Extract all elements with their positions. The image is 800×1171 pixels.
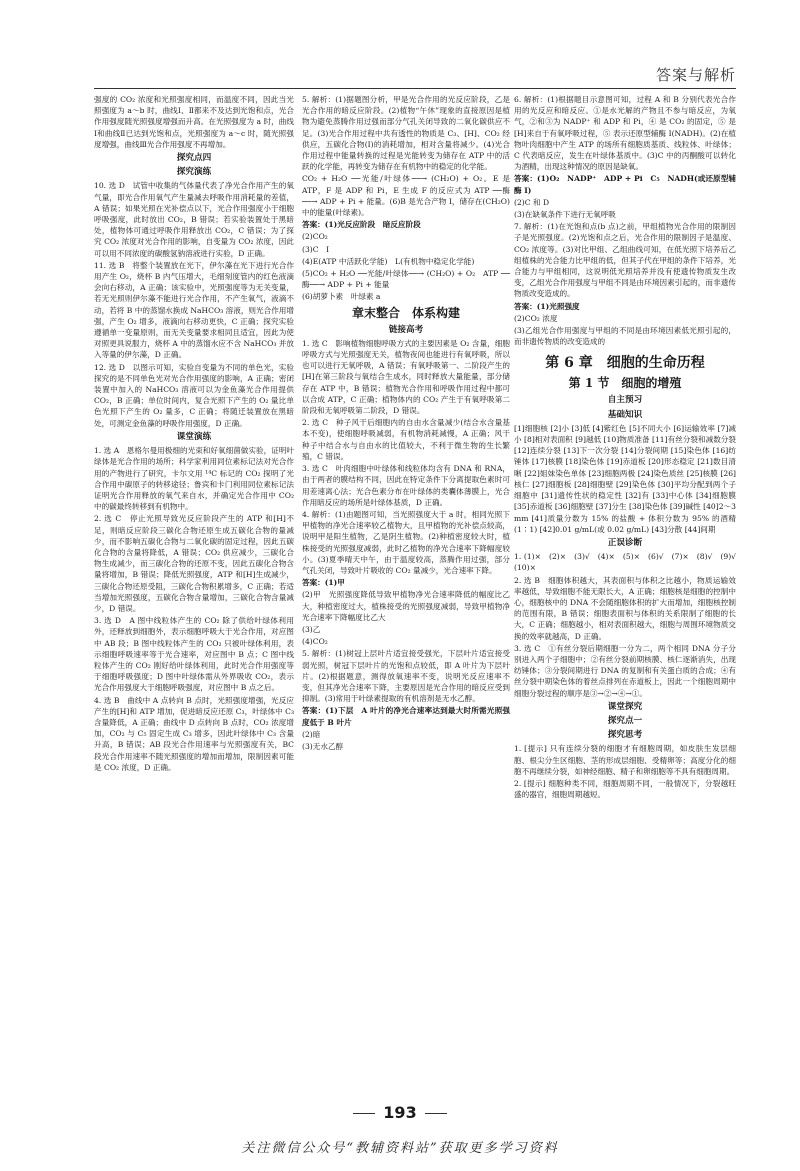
answer-line: 答案：(1)甲 [302,578,345,588]
section-heading: 探究点四 [176,153,212,164]
paragraph: 2. [提示] 细胞种类不同，细胞周期不同，一般情况下，分裂越旺盛的器官，细胞周期越短。 [514,778,736,800]
paragraph: 2. 选 C 种子风干后细胞内的自由水含量减少(结合水含量基本不变)，使细胞呼吸减弱，有机物消耗减慢，A 正确；风干种子中结合水与自由水的比值较大，不利于微生物的生长繁殖，C 错误。 [302,418,510,461]
paragraph: (4)E(ATP 中活跃化学能) L(有机物中稳定化学能) [302,256,475,266]
header-title: 答案与解析 [655,66,736,84]
paragraph: (2)CO₂ [302,232,328,242]
paragraph: 1. 选 A 恩格尔曼用极细的光束和好氧细菌做实验，证明叶绿体是光合作用的场所；科学家利用同位素标记法对光合作用的产物进行了研究，卡尔文用 ¹⁴C 标记的 CO₂ 探明了光合作用中碳原子的转移途径；鲁宾和卡门利用同位素标记法证明光合作用释放的氧气来自水，并确定光合作用中 CO₂ 中的碳最终转移到有机物中。 [94,446,294,512]
paragraph: [1]细胞核 [2]小 [3]低 [4]紫红色 [5]不同大小 [6]运输效率 [7]减小 [8]相对表面积 [9]越低 [10]物质准备 [11]有丝分裂和减数分裂 [12]连续分裂 [13]下一次分裂 [14]分裂间期 [15]染色体 [16]纺锤体 [17]核膜 [18]染色体 [19]赤道板 [20]形态稳定 [21]数目清晰 [22]姐妹染色单体 [23]细胞两极 [24]染色质丝 [25]核膜 [26]核仁 [27]细胞板 [28]细胞壁 [29]染色体 [30]平均分配到两个子细胞中 [31]遗传性状的稳定性 [32]有 [33]中心体 [34]细胞膜 [35]赤道板 [36]细胞壁 [37]分生 [38]染色体 [39]碱性 [40]2～3 mm [41]质量分数为 15% 的盐酸 + 体积分数为 95% 的酒精(1∶1) [42]0.01 g/mL(或 0.02 g/mL) [43]分散 [44]间期 [514,423,736,534]
paragraph: 3. 选 C 叶肉细胞中叶绿体和线粒体均含有 DNA 和 RNA，由于两者的膜结构不同，因此在特定条件下分离提取色素时可用差速离心法；光合色素分布在叶绿体的类囊体薄膜上，光合作用暗反应的场所是叶绿体基质，D 正确。 [302,464,510,507]
paragraph: 1. 选 C 影响植物细胞呼吸方式的主要因素是 O₂ 含量，细胞呼吸方式与光照强度无关，植物夜间也能进行有氧呼吸，所以也可以进行无氧呼吸，A 错误；有氧呼吸第一、二阶段产生的[H]在第三阶段与氧结合生成水，同时释放大量能量，部分储存在 ATP 中，B 错误；植物光合作用和呼吸作用过程中都可以合成 ATP，C 正确；植物体内的 CO₂ 产生于有氧呼吸第二阶段和无氧呼吸第二阶段，D 错误。 [302,338,510,416]
page-number-text: 193 [383,1103,417,1122]
section-heading: 课堂探究 [607,701,643,712]
paragraph: 3. 选 C ①有丝分裂后期细胞一分为二，两个相同 DNA 分子分别进入两个子细胞中；②有丝分裂前期核膜、核仁逐渐消失，出现纺锤体；③分裂间期进行 DNA 的复制和有关蛋白质的合成；④有丝分裂中期染色体的着丝点排列在赤道板上，因此一个细胞周期中细胞分裂过程的顺序是③→②→④→①。 [514,643,736,698]
section-heading: 链接高考 [388,324,424,335]
paragraph: 3. 选 D A 图中线粒体产生的 CO₂ 除了供给叶绿体利用外，还释放到细胞外，表示细胞呼吸大于光合作用，对应图中 AB 段；B 图中线粒体产生的 CO₂ 只被叶绿体利用，表示细胞呼吸速率等于光合速率，对应图中 B 点；C 图中线粒体产生的 CO₂ 刚好给叶绿体利用，此时光合作用强度等于细胞呼吸强度；D 图中叶绿体需从外界吸收 CO₂，表示光合作用强度大于细胞呼吸强度，对应图中 B 点之后。 [94,616,294,693]
paragraph: (3)无水乙醇 [302,741,344,751]
paragraph: 4. 选 B 曲线中 A 点转向 B 点时，光照强度增强，光反应产生的[H]和 ATP 增加，促进暗反应还原 C₃，叶绿体中 C₃ 含量降低，A 正确；曲线中 D 点转向 B 点时，CO₂ 浓度增加，CO₂ 与 C₅ 固定生成 C₃ 增多，因此叶绿体中 C₃ 含量升高，B 错误；AB 段光合作用速率与光照强度有关，BC 段光合作用速率不随光照强度的增加而增加，限制因素可能是 CO₂ 浓度，D 正确。 [94,695,294,772]
paragraph: 2. 选 B 细胞体积越大，其表面积与体积之比越小，物质运输效率越低，导致细胞不能无限长大，A 正确；细胞核是细胞的控制中心，细胞核中的 DNA 不会随细胞体积的扩大而增加，细胞核控制的范围有限，B 错误；细胞表面积与体积的关系限制了细胞的长大，C 正确；细胞越小，相对表面积越大，细胞与周围环境物质交换的效率就越高，D 正确。 [514,575,736,641]
paragraph: (2)CO₂ 浓度 [514,313,558,323]
paragraph: 4. 解析：(1)由题图可知，当光照强度大于 a 时，相同光照下甲植物的净光合速率较乙植物大，且甲植物的光补偿点较高，说明甲是阳生植物，乙是阴生植物。(2)种植密度较大时，植株接受的光照强度减弱，此时乙植物的净光合速率下降幅度较小。(3)夏季晴天中午，由于温度较高，蒸腾作用过强，部分气孔关闭，导致叶片吸收的 CO₂ 量减少，光合速率下降。 [302,509,510,575]
answer-line: 答案：(1)O₂ NADP⁺ ADP + Pi C₅ NADH(或还原型辅酶 I) [514,174,736,195]
paragraph: (2)甲 光照强度降低导致甲植物净光合速率降低的幅度比乙大，种植密度过大，植株接受的光照强度减弱，导致甲植物净光合速率下降幅度比乙大 [302,590,510,622]
section-heading: 自主预习 [607,395,643,406]
paragraph: 11. 选 B 将整个装置放在光下，伊尔藻在光下进行光合作用产生 O₂，烧杯 B 内气压增大，毛细刻度管内的红色液滴会向右移动，A 正确；该实验中，光照强度等为无关变量，若无光照则伊尔藻不能进行光合作用，不产生氧气，液滴不动，若将 B 中的蒸馏水换成 NaHCO₃ 溶液，则光合作用增强，产生 O₂ 增多，液滴向右移动更快，C 正确；探究实验遵循单一变量原则，而无关变量要求相同且适宜，因此为使对照更具说服力，烧杯 A 中的蒸馏水应不含 NaHCO₃ 并放入等量的伊尔藻，D 正确。 [94,260,294,360]
paragraph: (3)乙组光合作用强度与甲组的不同是由环境因素低光照引起的，而非遗传物质的改变造成的 [514,326,736,347]
column-right [514,94,744,1094]
section-title: 第 1 节 细胞的增殖 [568,376,682,391]
paragraph: 2. 选 C 停止光照导致光反应阶段产生的 ATP 和[H]不足，则暗反应阶段三碳化合物还原生成五碳化合物的量减少，而不影响五碳化合物与二氧化碳的固定过程，因此五碳化合物的含量将降低，A 错误；CO₂ 供应减少，三碳化合物生成减少，而三碳化合物的还原不变，因此五碳化合物含量将增加，B 错误；降低光照强度，ATP 和[H]生成减少，三碳化合物还原受阻，三碳化合物积累增多，C 正确；若适当增加光照强度，五碳化合物含量增加，三碳化合物含量减少，D 错误。 [94,514,294,613]
section-heading: 基础知识 [607,409,643,420]
paragraph: 5. 解析：(1)据题图分析，甲是光合作用的光反应阶段，乙是光合作用的暗反应阶段。(2)植物“午休”现象的直接原因是植物为避免蒸腾作用过强而部分气孔关闭导致的二氧化碳供应不足。(3)光合作用过程中共有透性的物质是 C₃、[H]、CO₂ 经供应，五碳化合物(I)的消耗增加，相对含量将减少。(4)光合作用过程中能量转换的过程是光能转变为储存在 ATP 中的活跃的化学能，再转变为储存在有机物中的稳定的化学能。 [302,95,510,172]
paragraph: 5. 解析：(1)树冠上层叶片适宜接受强光，下层叶片适宜接受弱光照，树冠下层叶片的光饱和点较低，即 A 叶片为下层叶片。(2)根据题意，测得放氧速率不变，说明光反应速率不变，但其净光合速率下降，主要原因是光合作用的暗反应受到抑制。(3)常用于叶绿素提取的有机溶剂是无水乙醇。 [302,649,510,704]
paragraph: (3)C I [302,244,330,254]
chapter-title: 第 6 章 细胞的生命历程 [545,355,705,372]
section-heading: 正误诊断 [607,537,643,548]
equation-paragraph: CO₂ + H₂O ──光能/叶绿体──→ (CH₂O) + O₂。E 是 ATP，F 是 ADP 和 Pi，E 生成 F 的反应式为 ATP ──酶──→ ADP + Pi + 能量。(6)B 是光合产物 I，储存在(CH₂O)中的能量(叶绿素)。 [302,174,510,218]
paragraph: 7. 解析：(1)在光饱和点(b 点)之前，甲组植物光合作用的限制因子是光照强度。(2)光饱和点之后，光合作用的限制因子是温度、CO₂ 浓度等。(3)对比甲组、乙组曲线可知，在低光照下培养后乙组植株的光合能力比甲组的低，但其子代在甲组的条件下培养，光合能力与甲组相同，这说明低光照培养并没有使遗传物质发生改变，乙组光合作用强度与甲组不同是由环境因素引起的，而非遗传物质改变造成的。 [514,222,736,299]
column-middle [302,94,510,1094]
paragraph: 12. 选 D 以图示可知，实验自变量为不同的单色光，实验探究的是不同单色光对光合作用强度的影响，A 正确；密闭装置中加入的 NaHCO₃ 溶液可以为金鱼藻光合作用提供 CO₂，B 正确；单位时间内，复合光照下产生的 O₂ 量比单色光照下产生的 O₂ 量多，C 正确；将随迁装置放在黑暗处，可测定金鱼藻的呼吸作用强度，D 正确。 [94,362,294,428]
paragraph: 强度的 CO₂ 浓度和光照强度相同，而温度不同，因此当光照强度为 a～b 时，曲线Ⅰ、Ⅱ都来不及达到光饱和点，光合作用强度随光照强度增强而升高。在光照强度为 a 时，曲线Ⅰ和曲线Ⅱ已达到光饱和点，光照强度为 a～c 时，随光照强度增强，曲线Ⅲ光合作用强度不再增加。 [94,95,294,149]
paragraph: (3)在缺氧条件下进行无氧呼吸 [514,210,616,220]
column-left [94,94,294,1094]
page-header [94,62,736,89]
paragraph: 1. [提示] 只有连续分裂的细胞才有细胞周期，如皮肤生发层细胞、根尖分生区细胞、茎的形成层细胞、受精卵等；高度分化的细胞不再继续分裂，如神经细胞、精子和卵细胞等不具有细胞周期。 [514,744,736,776]
footer-note: 关注微信公众号“教辅资料站”获取更多学习资料 [241,1141,559,1156]
answer-line: 答案：(1)光反应阶段 暗反应阶段 [302,220,421,230]
paragraph: (2)C 和 D [514,197,550,207]
section-heading: 探究点一 [607,715,643,726]
paragraph: (3)乙 [302,624,321,634]
paragraph: (5)CO₂ + H₂O ──光能/叶绿体──→ (CH₂O) + O₂ ATP ──酶──→ ADP + Pi + 能量 [302,269,510,290]
paragraph: (4)CO₂ [302,637,328,647]
paragraph: 10. 选 D 试管中收集的气体量代表了净光合作用产生的氧气量，即光合作用氧气产生量减去呼吸作用消耗量的差值，A 错误；如果光照在光补偿点以下，光合作用强度小于细胞呼吸强度，此时放出 CO₂，B 错误；若实验装置处于黑暗处，植物体可通过呼吸作用释放出 CO₂，C 错误；为了探究 CO₂ 浓度对光合作用的影响，自变量为 CO₂ 浓度，因此可以用不同浓度的碳酸氢钠溶液进行实验，D 正确。 [94,181,294,258]
section-heading: 探究思考 [607,730,643,741]
section-heading: 探究演练 [176,167,212,178]
page-number-dash-right [425,1113,447,1114]
page-number-dash-left [353,1113,375,1114]
paragraph: (2)暗 [302,729,321,739]
page-number [0,1103,800,1122]
answer-line: 答案：(1)下层 A 叶片的净光合速率达到最大时所需光照强度低于 B 叶片 [302,706,510,727]
section-title: 章末整合 体系构建 [351,305,460,320]
paragraph: (6)胡萝卜素 叶绿素 a [302,292,381,302]
answer-line: 答案：(1)光照强度 [514,301,580,311]
section-heading: 课堂演练 [176,431,212,442]
paragraph: 6. 解析：(1)根据题目示意图可知，过程 A 和 B 分别代表光合作用的光反应和暗反应。①是水光解的产物且不参与暗反应，为氧气，②和③为 NADP⁺ 和 ADP 和 Pi，④ 是 CO₂ 的固定，⑤ 是[H]来自于有氧呼吸过程，⑤ 表示还原型辅酶 I(NADH)。(2)在植物叶肉细胞中产生 ATP 的场所有细胞质基质、线粒体、叶绿体；C 代表暗反应，发生在叶绿体基质中。(3)C 中的丙酮酸可以转化为酒精，出现这种情况的原因是缺氧。 [514,95,736,172]
paragraph: 1. (1)× (2)× (3)√ (4)× (5)× (6)√ (7)× (8)√ (9)√ (10)× [514,552,744,573]
